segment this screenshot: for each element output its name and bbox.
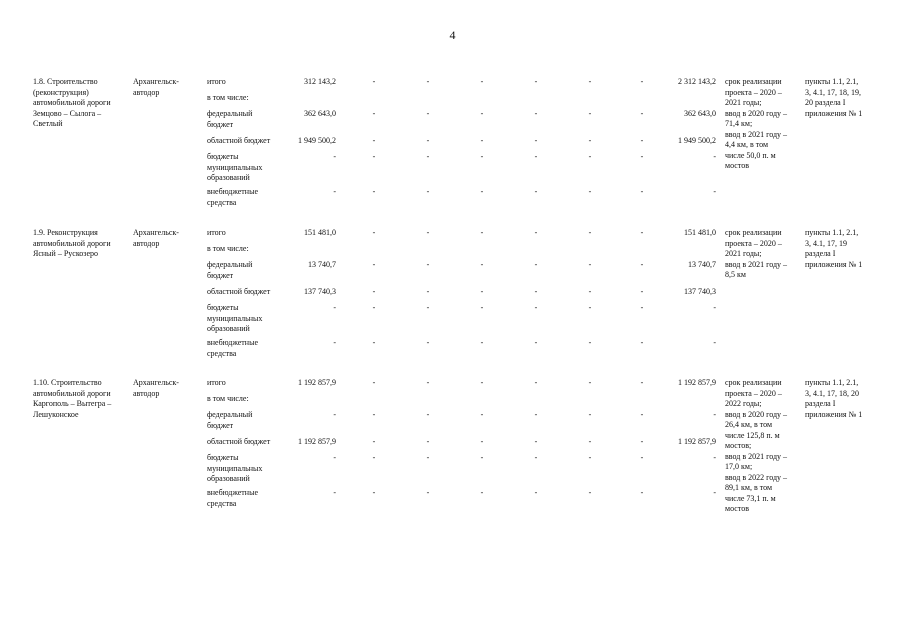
event-name-line: 1.9. Реконструкция (33, 228, 98, 237)
expected-result-line: числе 50,0 п. м (725, 150, 776, 160)
year-amount: - (372, 303, 376, 312)
year-amount: - (426, 410, 430, 419)
expected-result-line: ввод в 2020 году – (725, 409, 788, 419)
expected-result-line: 2021 годы; (725, 249, 762, 258)
year-amount: - (640, 378, 644, 387)
year-amount: - (372, 453, 376, 462)
expected-result-line: 89,1 км, в том (725, 483, 773, 492)
reference-line: раздела I (805, 399, 836, 408)
year-amount: - (372, 152, 376, 161)
year-amount: - (640, 437, 644, 446)
expected-result-line: 17,0 км; (725, 462, 753, 471)
year-amount: - (640, 136, 644, 145)
total-amount: 1 949 500,2 (298, 136, 336, 145)
year-amount: - (534, 152, 538, 161)
final-amount: 362 643,0 (684, 109, 716, 118)
year-amount: - (426, 187, 430, 196)
total-amount: 13 740,7 (308, 260, 336, 269)
event-name-line: (реконструкция) (33, 87, 89, 97)
total-amount: 362 643,0 (304, 109, 336, 118)
year-amount: - (372, 410, 376, 419)
page-number: 4 (449, 28, 456, 42)
year-amount: - (480, 77, 484, 86)
year-amount: - (372, 228, 376, 237)
year-amount: - (640, 187, 644, 196)
event-name-line: автомобильной дороги (33, 388, 111, 398)
year-amount: - (534, 453, 538, 462)
year-amount: - (588, 109, 592, 118)
final-amount: - (713, 410, 716, 419)
funding-source-label: в том числе: (207, 244, 249, 253)
final-amount: - (713, 453, 716, 462)
reference-line: раздела I (805, 249, 836, 258)
final-amount: - (713, 187, 716, 196)
expected-result-line: числе 125,8 п. м (725, 430, 780, 440)
year-amount: - (640, 152, 644, 161)
expected-result-line: ввод в 2021 году – (725, 129, 788, 139)
year-amount: - (372, 136, 376, 145)
event-name-line: Светлый (33, 119, 63, 128)
year-amount: - (426, 228, 430, 237)
final-amount: 2 312 143,2 (678, 77, 716, 86)
event-name-line: автомобильной дороги (33, 98, 111, 107)
expected-result-line: 26,4 км, в том (725, 420, 773, 429)
expected-result-line: срок реализации (725, 77, 782, 86)
year-amount: - (534, 303, 538, 312)
funding-source-label: бюджет (207, 119, 234, 129)
reference-line: 20 раздела I (805, 98, 846, 107)
year-amount: - (640, 109, 644, 118)
expected-result-line: мостов (725, 161, 749, 170)
final-amount: - (713, 303, 716, 312)
year-amount: - (480, 303, 484, 312)
funding-source-label: муниципальных (207, 463, 263, 473)
final-amount: - (713, 152, 716, 161)
executor-line: автодор (133, 388, 160, 398)
year-amount: - (372, 77, 376, 86)
reference-line: 3, 4.1, 17, 18, 19, (805, 87, 861, 97)
year-amount: - (534, 77, 538, 86)
executor-line: автодор (133, 87, 160, 97)
event-name-line: Каргополь – Вытегра – (33, 399, 112, 408)
year-amount: - (426, 136, 430, 145)
year-amount: - (480, 260, 484, 269)
year-amount: - (426, 152, 430, 161)
final-amount: 1 192 857,9 (678, 378, 716, 387)
reference-line: приложения № 1 (805, 409, 863, 419)
year-amount: - (426, 109, 430, 118)
year-amount: - (588, 152, 592, 161)
expected-result-line: 4,4 км, в том (725, 140, 769, 149)
expected-result-line: ввод в 2022 году – (725, 472, 788, 482)
funding-source-label: внебюджетные (207, 338, 258, 347)
year-amount: - (480, 378, 484, 387)
total-amount: - (333, 303, 336, 312)
year-amount: - (588, 187, 592, 196)
total-amount: - (333, 152, 336, 161)
funding-source-label: муниципальных (207, 162, 263, 172)
year-amount: - (426, 488, 430, 497)
year-amount: - (534, 488, 538, 497)
funding-source-label: муниципальных (207, 313, 263, 323)
year-amount: - (588, 228, 592, 237)
year-amount: - (588, 410, 592, 419)
event-name-line: Земцово – Сылога – (33, 108, 102, 118)
year-amount: - (640, 287, 644, 296)
year-amount: - (426, 453, 430, 462)
reference-line: пункты 1.1, 2.1, (805, 228, 859, 237)
year-amount: - (480, 136, 484, 145)
year-amount: - (534, 378, 538, 387)
year-amount: - (588, 488, 592, 497)
year-amount: - (534, 187, 538, 196)
year-amount: - (534, 437, 538, 446)
year-amount: - (588, 338, 592, 347)
funding-source-label: в том числе: (207, 93, 249, 102)
executor-line: Архангельск- (133, 77, 179, 86)
expected-result-line: срок реализации (725, 228, 782, 237)
total-amount: - (333, 338, 336, 347)
funding-source-label: в том числе: (207, 394, 249, 403)
year-amount: - (588, 303, 592, 312)
expected-result-line: срок реализации (725, 378, 782, 387)
year-amount: - (640, 410, 644, 419)
reference-line: 3, 4.1, 17, 19 (805, 238, 847, 248)
reference-line: приложения № 1 (805, 108, 863, 118)
year-amount: - (588, 453, 592, 462)
year-amount: - (426, 437, 430, 446)
year-amount: - (426, 287, 430, 296)
year-amount: - (534, 338, 538, 347)
expected-result-line: ввод в 2020 году – (725, 108, 788, 118)
expected-result-line: мостов (725, 504, 749, 513)
expected-result-line: проекта – 2020 – (725, 87, 782, 97)
year-amount: - (426, 338, 430, 347)
expected-result-line: 2021 годы; (725, 98, 762, 107)
year-amount: - (480, 187, 484, 196)
event-name-line: 1.8. Строительство (33, 77, 98, 86)
final-amount: 1 949 500,2 (678, 136, 716, 145)
year-amount: - (588, 260, 592, 269)
funding-source-label: внебюджетные (207, 187, 258, 196)
total-amount: 1 192 857,9 (298, 437, 336, 446)
expected-result-line: числе 73,1 п. м (725, 493, 776, 503)
year-amount: - (588, 77, 592, 86)
funding-source-label: средства (207, 348, 237, 358)
year-amount: - (640, 303, 644, 312)
event-name-line: 1.10. Строительство (33, 378, 102, 387)
year-amount: - (534, 109, 538, 118)
year-amount: - (640, 488, 644, 497)
year-amount: - (588, 378, 592, 387)
total-amount: - (333, 453, 336, 462)
total-amount: - (333, 187, 336, 196)
executor-line: Архангельск- (133, 378, 179, 387)
year-amount: - (640, 260, 644, 269)
funding-source-label: бюджеты (207, 453, 239, 462)
year-amount: - (480, 410, 484, 419)
year-amount: - (426, 303, 430, 312)
expected-result-line: мостов; (725, 441, 752, 450)
year-amount: - (480, 152, 484, 161)
funding-source-label: бюджет (207, 270, 234, 280)
funding-source-label: образований (207, 324, 250, 333)
total-amount: 151 481,0 (304, 228, 336, 237)
final-amount: 137 740,3 (684, 287, 716, 296)
reference-line: 3, 4.1, 17, 18, 20 (805, 388, 859, 398)
total-amount: 1 192 857,9 (298, 378, 336, 387)
reference-line: приложения № 1 (805, 259, 863, 269)
funding-source-label: федеральный (207, 109, 253, 118)
year-amount: - (534, 410, 538, 419)
event-name-line: автомобильной дороги (33, 238, 111, 248)
year-amount: - (372, 287, 376, 296)
funding-source-label: бюджет (207, 420, 234, 430)
year-amount: - (588, 136, 592, 145)
total-amount: - (333, 410, 336, 419)
year-amount: - (588, 437, 592, 446)
year-amount: - (372, 109, 376, 118)
funding-source-label: итого (207, 228, 226, 237)
reference-line: пункты 1.1, 2.1, (805, 378, 859, 387)
funding-source-label: средства (207, 197, 237, 207)
year-amount: - (372, 437, 376, 446)
event-name-line: Лешуконское (33, 409, 79, 419)
year-amount: - (372, 378, 376, 387)
funding-source-label: федеральный (207, 260, 253, 269)
funding-source-label: областной бюджет (207, 136, 271, 145)
year-amount: - (534, 287, 538, 296)
expected-result-line: ввод в 2021 году – (725, 259, 788, 269)
total-amount: 312 143,2 (304, 77, 336, 86)
year-amount: - (426, 378, 430, 387)
reference-line: пункты 1.1, 2.1, (805, 77, 859, 86)
final-amount: - (713, 338, 716, 347)
executor-line: Архангельск- (133, 228, 179, 237)
event-name-line: Ясный – Рускозеро (33, 249, 99, 258)
funding-source-label: областной бюджет (207, 437, 271, 446)
funding-source-label: средства (207, 498, 237, 508)
funding-source-label: бюджеты (207, 303, 239, 312)
funding-source-label: федеральный (207, 410, 253, 419)
year-amount: - (480, 488, 484, 497)
final-amount: 1 192 857,9 (678, 437, 716, 446)
year-amount: - (426, 77, 430, 86)
year-amount: - (372, 338, 376, 347)
year-amount: - (372, 488, 376, 497)
total-amount: 137 740,3 (304, 287, 336, 296)
year-amount: - (534, 136, 538, 145)
funding-source-label: внебюджетные (207, 488, 258, 497)
year-amount: - (640, 453, 644, 462)
final-amount: - (713, 488, 716, 497)
year-amount: - (534, 228, 538, 237)
final-amount: 151 481,0 (684, 228, 716, 237)
funding-source-label: бюджеты (207, 152, 239, 161)
year-amount: - (640, 77, 644, 86)
year-amount: - (372, 187, 376, 196)
funding-source-label: образований (207, 173, 250, 182)
funding-source-label: образований (207, 474, 250, 483)
year-amount: - (480, 437, 484, 446)
year-amount: - (480, 338, 484, 347)
expected-result-line: проекта – 2020 – (725, 388, 782, 398)
expected-result-line: 8,5 км (725, 270, 746, 279)
expected-result-line: ввод в 2021 году – (725, 451, 788, 461)
year-amount: - (480, 287, 484, 296)
expected-result-line: 2022 годы; (725, 399, 762, 408)
funding-source-label: областной бюджет (207, 287, 271, 296)
final-amount: 13 740,7 (688, 260, 716, 269)
year-amount: - (480, 453, 484, 462)
year-amount: - (480, 109, 484, 118)
year-amount: - (640, 338, 644, 347)
expected-result-line: 71,4 км; (725, 119, 753, 128)
funding-source-label: итого (207, 378, 226, 387)
executor-line: автодор (133, 238, 160, 248)
year-amount: - (640, 228, 644, 237)
funding-source-label: итого (207, 77, 226, 86)
year-amount: - (588, 287, 592, 296)
expected-result-line: проекта – 2020 – (725, 238, 782, 248)
year-amount: - (534, 260, 538, 269)
year-amount: - (372, 260, 376, 269)
year-amount: - (480, 228, 484, 237)
total-amount: - (333, 488, 336, 497)
year-amount: - (426, 260, 430, 269)
